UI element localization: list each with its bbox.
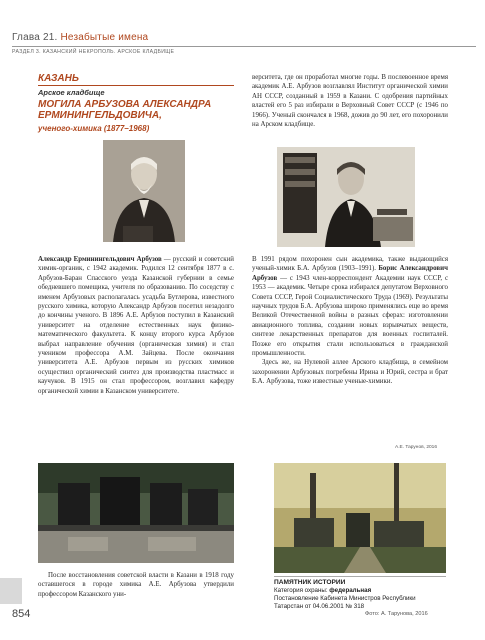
son-name: Борис Александрович Арбузов [252,265,448,282]
biography-text-1: — русский и советский химик-органик, с 1942 академик. Родился 12 сентября 1877 в с. Арбузов-Баран Спасского уезда Казанской губернии в семье обедневшего помещика, учителя по образованию. По соседству с именем Арбузовых располагалась усадьба Бутлерова, известного русского химика, которую Александр Арбузов посетил незадолго до кончины ученого. В 1896 А.Е. Арбузов поступил в Казанский университет на отделение естественных наук физико-математического факультета. К концу второго курса Арбузов выбрал направление обучения (органическая химия) и стал учеником профессора А.М. Зайцева. После окончания университета А.Е. Арбузов первым из русских химиков осуществил органический синтез для производства пластмасс и каучуков. В 1915 он стал профессором, возглавил кафедру органической химии в Казанском университете. [38,256,234,395]
chapter-topic: Незабытые имена [60,32,149,43]
memo-decree: Постановление Кабинета Министров Республики Татарстан от 04.06.2001 № 318 [274,595,416,610]
memo-category [274,587,446,595]
biography-lead-name: Александр Ерминингельдович Арбузов [38,256,162,263]
memo-category-label: Категория охраны: [274,587,330,594]
heritage-memo [274,579,446,611]
author-signature: А.Е. Тарунов, 2016 [395,445,437,450]
photo-credit: Фото: А. Тарунова, 2016 [365,611,428,617]
soviet-period-paragraph: После восстановления советской власти в Казани в 1918 году оставшегося в городе химика А.Е. Арбузова утвердили профессором Казанского уни- [38,572,234,598]
header-divider [12,46,476,47]
portrait-illustration [277,147,415,247]
grave-title: МОГИЛА АРБУЗОВА АЛЕКСАНДРА ЕРМИНИНГЕЛЬДОВИЧА, [38,99,212,121]
page-header [12,32,476,55]
son-intro: В 1991 рядом похоронен сын академика, также выдающийся ученый-химик Б.А. Арбузов (1903–1991). [252,256,448,273]
right-column-middle-text [252,255,448,387]
alley-illustration [274,463,446,573]
cemetery-alley-photo [274,463,446,573]
grave-illustration [38,463,234,563]
portrait-illustration [103,140,185,242]
memo-category-value: федеральная [329,587,372,594]
cemetery-label: Арское кладбище [38,88,105,97]
left-column-bottom-text [38,571,234,599]
memo-title: ПАМЯТНИК ИСТОРИИ [274,579,346,586]
grave-photo [38,463,234,563]
biography-continued: верситета, где он проработал многие годы. В послевоенное время академик А.Е. Арбузов возглавлял Институт органической химии АН СССР, созданный в 1959 в Казани. С одобрения партийных властей его 5 раз избирали в Верховный Совет СССР (с 1946 по 1966). Ученый скончался в 1968, дожив до 90 лет, его похоронили на Арском кладбище. [252,74,448,129]
son-paragraph [252,255,448,358]
son-details: — с 1943 член-корреспондент Академии наук СССР, с 1953 — академик. Четыре срока избирался депутатом Верховного Совета СССР, Герой Социалистического Труда (1969). Результаты научных трудов Б.А. Арбузова широко применялись еще во время Великой Отечественной войны в разных сферах: изготовлении авиационного топлива, создании новых взрывчатых веществ, синтезе лекарственных препаратов для военных госпиталей. Позже его открытия стали использоваться в гражданской промышленности. [252,274,448,358]
section-label: РАЗДЕЛ 3. КАЗАНСКИЙ НЕКРОПОЛЬ. АРСКОЕ КЛАДБИЩЕ [12,49,175,55]
city-label: КАЗАНЬ [38,73,79,84]
city-divider [38,85,234,86]
memo-divider [274,576,446,577]
chapter-title [12,32,476,43]
page-number: 854 [12,608,31,620]
biography-paragraph-1 [38,255,234,396]
portrait-photo-arbuzov-ba [277,147,415,247]
grave-subtitle: ученого-химика (1877–1968) [38,124,150,133]
page-edge-tab [0,578,22,604]
chapter-number: Глава 21. [12,32,58,43]
right-column-top-text [252,73,448,129]
family-burial-paragraph: Здесь же, на Нулевой аллее Арского кладбища, в семейном захоронении Арбузовых погребены Ирина и Юрий, сестра и брат Б.А. Арбузова, тоже известные ученые-химики. [252,359,448,386]
left-column-text [38,255,234,396]
portrait-photo-arbuzov-ae [103,140,185,242]
